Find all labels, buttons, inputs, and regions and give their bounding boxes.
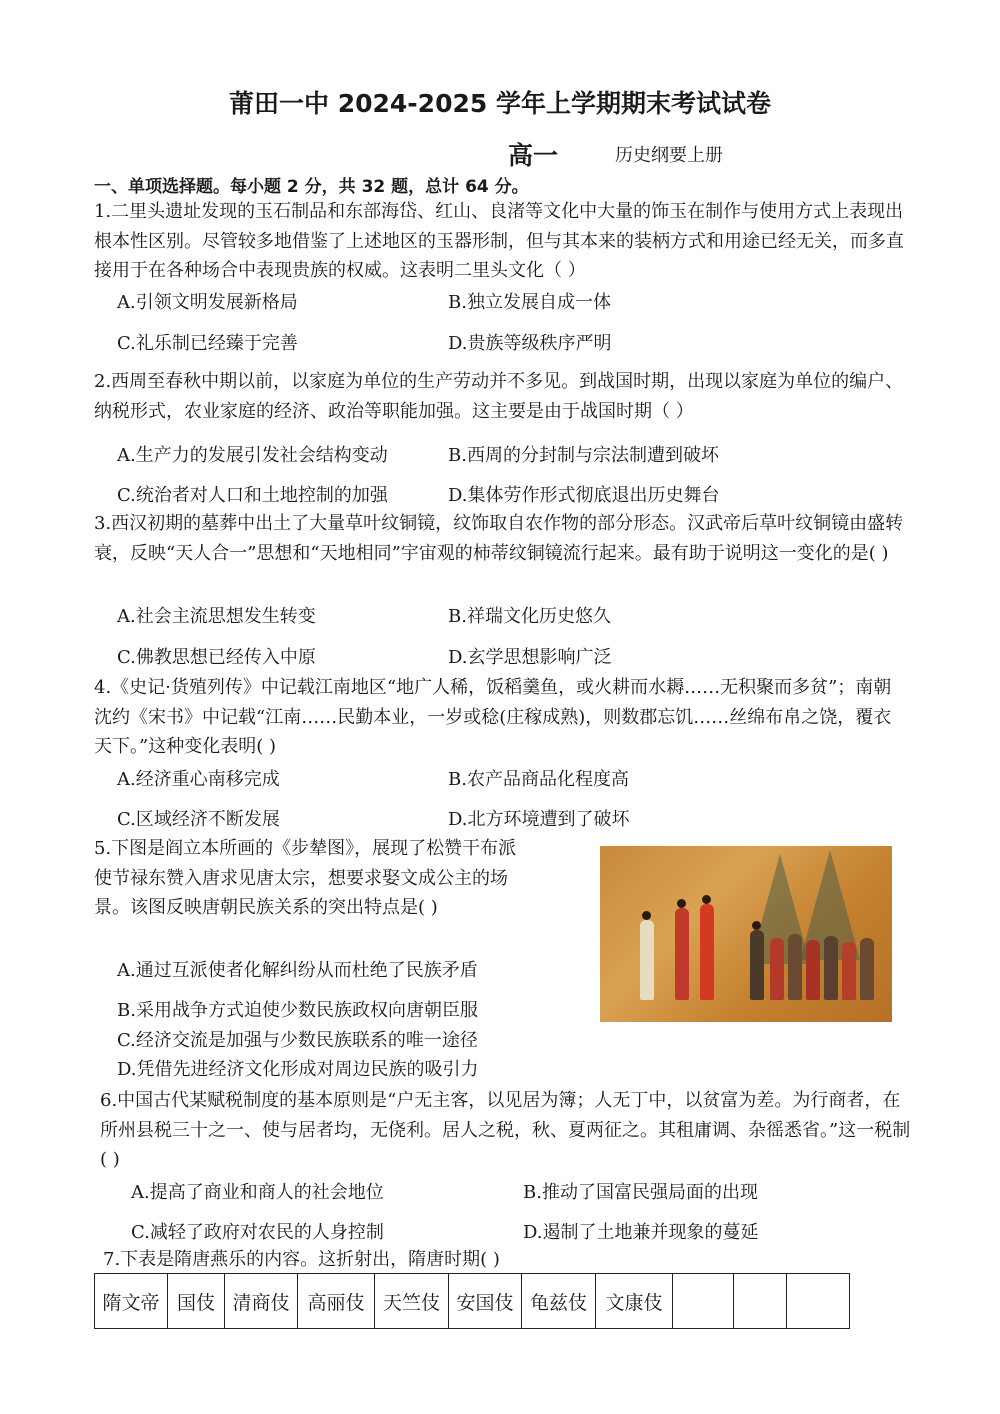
question-1-option-d: D.贵族等级秩序严明 xyxy=(448,333,612,354)
question-7-stem: 7.下表是隋唐燕乐的内容。这折射出，隋唐时期( ) xyxy=(103,1249,500,1270)
question-1-stem: 1.二里头遗址发现的玉石制品和东部海岱、红山、良渚等文化中大量的饰玉在制作与使用方式上表现出根本性区别。尽管较多地借鉴了上述地区的玉器形制，但与其本来的装柄方式和用途已经无关，而多直接用于在各种场合中表现贵族的权威。这表明二里头文化（ ） xyxy=(94,201,904,281)
question-4-option-b: B.农产品商品化程度高 xyxy=(448,769,629,790)
question-6-option-a: A.提高了商业和商人的社会地位 xyxy=(131,1182,384,1203)
question-1-option-a: A.引领文明发展新格局 xyxy=(117,292,298,313)
question-2-option-d: D.集体劳作形式彻底退出历史舞台 xyxy=(448,485,720,506)
question-4-stem: 4.《史记·货殖列传》中记载江南地区“地广人稀，饭稻羹鱼，或火耕而水耨……无积聚而多贫”；南朝沈约《宋书》中记载“江南……民勤本业，一岁或稔(庄稼成熟)，则数郡忘饥……丝绵布帛之饶，覆衣天下。”这种变化表明( ) xyxy=(94,677,892,757)
table-cell: 隋文帝 xyxy=(95,1274,168,1329)
exam-title: 莆田一中 2024-2025 学年上学期期末考试试卷 xyxy=(229,89,771,118)
table-cell: 天竺伎 xyxy=(375,1274,449,1329)
question-6-option-d: D.遏制了土地兼并现象的蔓延 xyxy=(523,1222,759,1243)
question-6-option-c: C.减轻了政府对农民的人身控制 xyxy=(131,1222,384,1243)
question-3-option-c: C.佛教思想已经传入中原 xyxy=(117,647,316,668)
question-3-option-b: B.祥瑞文化历史悠久 xyxy=(448,606,611,627)
table-cell xyxy=(734,1274,787,1329)
question-6-option-b: B.推动了国富民强局面的出现 xyxy=(523,1182,758,1203)
question-3-option-a: A.社会主流思想发生转变 xyxy=(117,606,316,627)
question-2-option-c: C.统治者对人口和土地控制的加强 xyxy=(117,485,388,506)
question-5-option-d: D.凭借先进经济文化形成对周边民族的吸引力 xyxy=(117,1059,479,1080)
table-cell: 清商伎 xyxy=(225,1274,298,1329)
question-1-option-c: C.礼乐制已经臻于完善 xyxy=(117,333,298,354)
question-4-option-a: A.经济重心南移完成 xyxy=(117,769,280,790)
question-4-option-d: D.北方环境遭到了破坏 xyxy=(448,809,630,830)
grade-label: 高一 xyxy=(508,141,559,170)
question-5-option-b: B.采用战争方式迫使少数民族政权向唐朝臣服 xyxy=(117,1000,478,1021)
question-3-option-d: D.玄学思想影响广泛 xyxy=(448,647,612,668)
question-2-option-b: B.西周的分封制与宗法制遭到破坏 xyxy=(448,445,719,466)
question-2-option-a: A.生产力的发展引发社会结构变动 xyxy=(117,445,388,466)
table-cell: 文康伎 xyxy=(596,1274,673,1329)
question-5-option-c: C.经济交流是加强与少数民族联系的唯一途径 xyxy=(117,1030,478,1051)
question-1-option-b: B.独立发展自成一体 xyxy=(448,292,611,313)
table-cell: 高丽伎 xyxy=(298,1274,375,1329)
table-row xyxy=(95,1274,850,1329)
table-cell: 安国伎 xyxy=(449,1274,522,1329)
yanyue-table xyxy=(94,1273,850,1329)
table-cell: 国伎 xyxy=(168,1274,225,1329)
table-cell xyxy=(673,1274,734,1329)
question-6-stem: 6.中国古代某赋税制度的基本原则是“户无主客，以见居为簿；人无丁中，以贫富为差。为行商者，在所州县税三十之一、使与居者均，无侥利。居人之税，秋、夏两征之。其租庸调、杂徭悉省。”这一税制( ) xyxy=(100,1090,911,1170)
question-3-stem: 3.西汉初期的墓葬中出土了大量草叶纹铜镜，纹饰取自农作物的部分形态。汉武帝后草叶纹铜镜由盛转衰，反映“天人合一”思想和“天地相同”宇宙观的柿蒂纹铜镜流行起来。最有助于说明这一变化的是( ) xyxy=(94,513,904,564)
question-2-stem: 2.西周至春秋中期以前，以家庭为单位的生产劳动并不多见。到战国时期，出现以家庭为单位的编户、纳税形式，农业家庭的经济、政治等职能加强。这主要是由于战国时期（ ） xyxy=(94,371,904,422)
table-cell: 龟兹伎 xyxy=(522,1274,596,1329)
question-5-stem: 5.下图是阎立本所画的《步辇图》，展现了松赞干布派使节禄东赞入唐求见唐太宗，想要求娶文成公主的场景。该图反映唐朝民族关系的突出特点是( ) xyxy=(94,838,517,918)
question-5-option-a: A.通过互派使者化解纠纷从而杜绝了民族矛盾 xyxy=(117,960,478,981)
table-cell xyxy=(787,1274,850,1329)
bunian-tu-painting xyxy=(600,846,892,1022)
section-heading: 一、单项选择题。每小题 2 分，共 32 题，总计 64 分。 xyxy=(94,177,529,197)
book-label: 历史纲要上册 xyxy=(615,145,723,166)
question-4-option-c: C.区域经济不断发展 xyxy=(117,809,280,830)
